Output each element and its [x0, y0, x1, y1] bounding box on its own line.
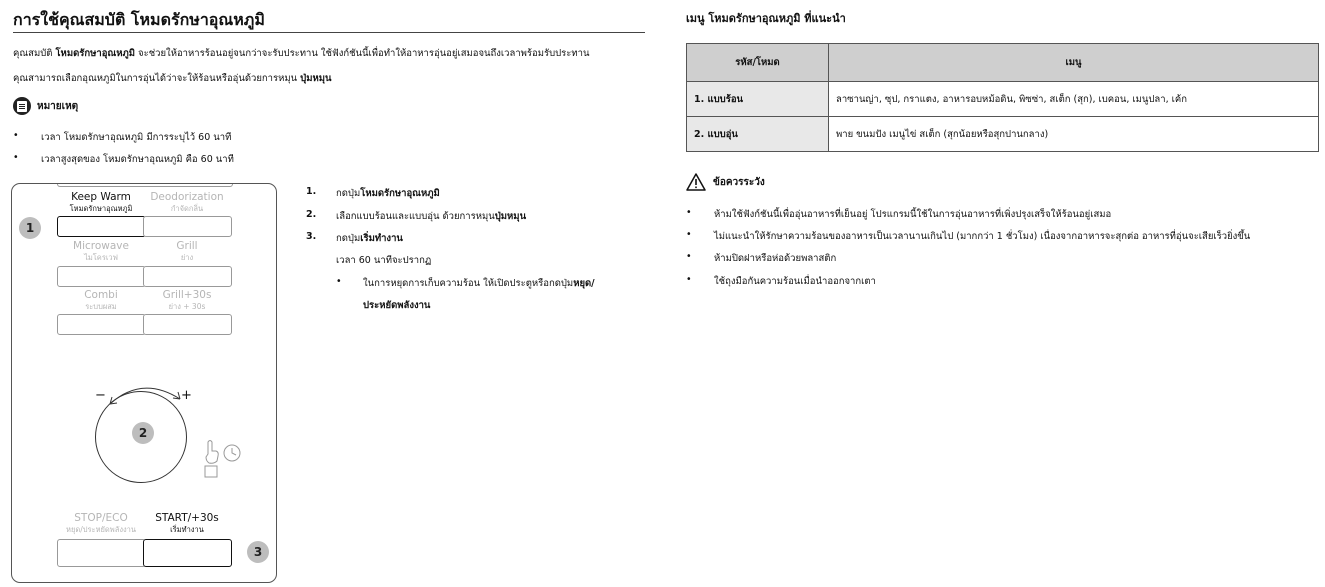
- step-3: [306, 231, 403, 246]
- step-text: กดปุ่ม: [336, 188, 361, 199]
- step-1: [306, 186, 440, 201]
- step-number: 1.: [306, 186, 317, 197]
- warning-title: ข้อควรระวัง: [713, 176, 765, 188]
- button-label: Combi: [84, 289, 118, 301]
- note-text: เวลาสูงสุดของ โหมดรักษาอุณหภูมิ คือ 60 นาที: [41, 154, 234, 165]
- combi-button[interactable]: [57, 314, 146, 335]
- table-cell-menu: พาย ขนมปัง เมนูไข่ สเต็ก (สุกน้อยหรือสุกปานกลาง): [829, 117, 1319, 152]
- warning-icon: [686, 173, 706, 191]
- step-3-subitem-cont: ประหยัดพลังงาน: [363, 300, 431, 311]
- stop-eco-label: [57, 512, 145, 536]
- note-text: เวลา โหมดรักษาอุณหภูมิ มีการระบุไว้ 60 นาที: [41, 132, 232, 143]
- warning-heading: [686, 173, 765, 191]
- stop-eco-button[interactable]: [57, 539, 146, 567]
- intro-text: คุณสามารถเลือกอุณหภูมิในการอุ่นได้ว่าจะให้ร้อนหรืออุ่นด้วยการหมุน: [13, 73, 301, 84]
- note-icon: [13, 97, 31, 115]
- button-sublabel: หยุด/ประหยัดพลังงาน: [66, 525, 136, 534]
- table-header: รหัส/โหมด: [687, 44, 829, 82]
- deodorization-label: [143, 191, 231, 215]
- step-number: 3.: [306, 231, 317, 242]
- table-row: [687, 117, 1319, 152]
- step-number: 2.: [306, 209, 317, 220]
- step-3-detail: เวลา 60 นาทีจะปรากฏ: [336, 255, 432, 266]
- button-sublabel: เริ่มทำงาน: [170, 525, 204, 534]
- table-cell-mode: 1. แบบร้อน: [687, 82, 829, 117]
- grill-30s-label: [143, 289, 231, 313]
- step-text: กดปุ่ม: [336, 233, 361, 244]
- warning-item: [686, 229, 1250, 244]
- step-2: [306, 209, 526, 224]
- deodorization-button[interactable]: [143, 216, 232, 237]
- warning-item: [686, 251, 836, 266]
- bullet-dot: •: [13, 152, 19, 163]
- button-label: START/+30s: [155, 512, 219, 524]
- step-text: เลือกแบบร้อนและแบบอุ่น ด้วยการหมุน: [336, 211, 495, 222]
- grill-label: [143, 240, 231, 264]
- control-panel: [11, 183, 277, 583]
- step-bold: โหมดรักษาอุณหภูมิ: [360, 188, 440, 199]
- step-badge-3: 3: [247, 541, 269, 563]
- knob-minus-icon: −: [95, 388, 106, 403]
- bullet-dot: •: [13, 130, 19, 141]
- step-sub-text: ในการหยุดการเก็บความร้อน ให้เปิดประตูหรือกดปุ่ม: [363, 278, 574, 289]
- note-title: หมายเหตุ: [37, 100, 79, 112]
- bullet-dot: •: [686, 207, 692, 218]
- button-sublabel: ย่าง + 30s: [168, 302, 206, 311]
- warning-text: ไม่แนะนำให้รักษาความร้อนของอาหารเป็นเวลานานเกินไป (มากกว่า 1 ชั่วโมง) เนื่องจากอาหารจะสุกต่อ อาหารที่อุ่นจะเสียเร็วยิ่งขึ้น: [714, 231, 1251, 242]
- start-label: [143, 512, 231, 536]
- warning-item: [686, 207, 1111, 222]
- button-label: Grill+30s: [162, 289, 212, 301]
- button-sublabel: โหมดรักษาอุณหภูมิ: [69, 204, 133, 213]
- menu-table: [686, 43, 1319, 152]
- button-label: Grill: [176, 240, 198, 252]
- step-sub-bold: หยุด/: [573, 278, 595, 289]
- step-bold: ปุ่มหมุน: [494, 211, 527, 222]
- bullet-dot: •: [686, 251, 692, 262]
- step-badge-2: 2: [132, 422, 154, 444]
- warning-item: [686, 274, 876, 289]
- table-cell-menu: ลาซานญ่า, ซุป, กราแตง, อาหารอบหม้อดิน, พิซซ่า, สเต็ก (สุก), เบคอน, เมนูปลา, เค้ก: [829, 82, 1319, 117]
- microwave-button[interactable]: [57, 266, 146, 287]
- title-divider: [13, 32, 645, 33]
- intro-bold: ปุ่มหมุน: [300, 73, 332, 84]
- table-header-row: [687, 44, 1319, 82]
- bullet-dot: •: [336, 276, 342, 287]
- bullet-dot: •: [686, 274, 692, 285]
- keep-warm-label: [57, 191, 145, 215]
- intro-line-1: [13, 46, 589, 61]
- intro-line-2: [13, 71, 331, 86]
- knob-plus-icon: +: [181, 388, 192, 403]
- warning-text: ใช้ถุงมือกันความร้อนเมื่อนำออกจากเตา: [714, 276, 876, 287]
- microwave-label: [57, 240, 145, 264]
- table-row: [687, 82, 1319, 117]
- warning-text: ห้ามใช้ฟังก์ชันนี้เพื่ออุ่นอาหารที่เย็นอยู่ โปรแกรมนี้ใช้ในการอุ่นอาหารที่เพิ่งปรุงเสร็จให้ร้อนอยู่เสมอ: [714, 209, 1112, 220]
- page-title: การใช้คุณสมบัติ โหมดรักษาอุณหภูมิ: [13, 10, 265, 29]
- step-bold: เริ่มทำงาน: [360, 233, 403, 244]
- note-item: [13, 130, 231, 145]
- warning-text: ห้ามปิดฝาหรือห่อด้วยพลาสติก: [714, 253, 837, 264]
- button-label: Microwave: [73, 240, 129, 252]
- button-sublabel: กำจัดกลิ่น: [170, 204, 204, 213]
- intro-text: คุณสมบัติ: [13, 48, 56, 59]
- intro-bold: โหมดรักษาอุณหภูมิ: [55, 48, 136, 59]
- grill-button[interactable]: [143, 266, 232, 287]
- button-label: Deodorization: [150, 191, 224, 203]
- table-cell-mode: 2. แบบอุ่น: [687, 117, 829, 152]
- note-heading: [13, 97, 78, 115]
- hand-clock-icon: [202, 436, 244, 480]
- grill-30s-button[interactable]: [143, 314, 232, 335]
- step-3-subitem: [336, 276, 595, 291]
- top-button-edge: [57, 183, 233, 187]
- button-label: STOP/ECO: [74, 512, 128, 524]
- bullet-dot: •: [686, 229, 692, 240]
- table-header: เมนู: [829, 44, 1319, 82]
- menu-title: เมนู โหมดรักษาอุณหภูมิ ที่แนะนำ: [686, 12, 846, 25]
- keep-warm-button[interactable]: [57, 216, 146, 237]
- button-sublabel: ระบบผสม: [85, 302, 117, 311]
- button-sublabel: ไมโครเวฟ: [84, 253, 118, 262]
- intro-text: จะช่วยให้อาหารร้อนอยู่จนกว่าจะรับประทาน ใช้ฟังก์ชันนี้เพื่อทำให้อาหารอุ่นอยู่เสมอจนถึงเวลาพร้อมรับประทาน: [135, 48, 590, 59]
- step-badge-1: 1: [19, 217, 41, 239]
- combi-label: [57, 289, 145, 313]
- button-label: Keep Warm: [71, 191, 131, 203]
- note-item: [13, 152, 234, 167]
- start-button[interactable]: [143, 539, 232, 567]
- button-sublabel: ย่าง: [180, 253, 194, 262]
